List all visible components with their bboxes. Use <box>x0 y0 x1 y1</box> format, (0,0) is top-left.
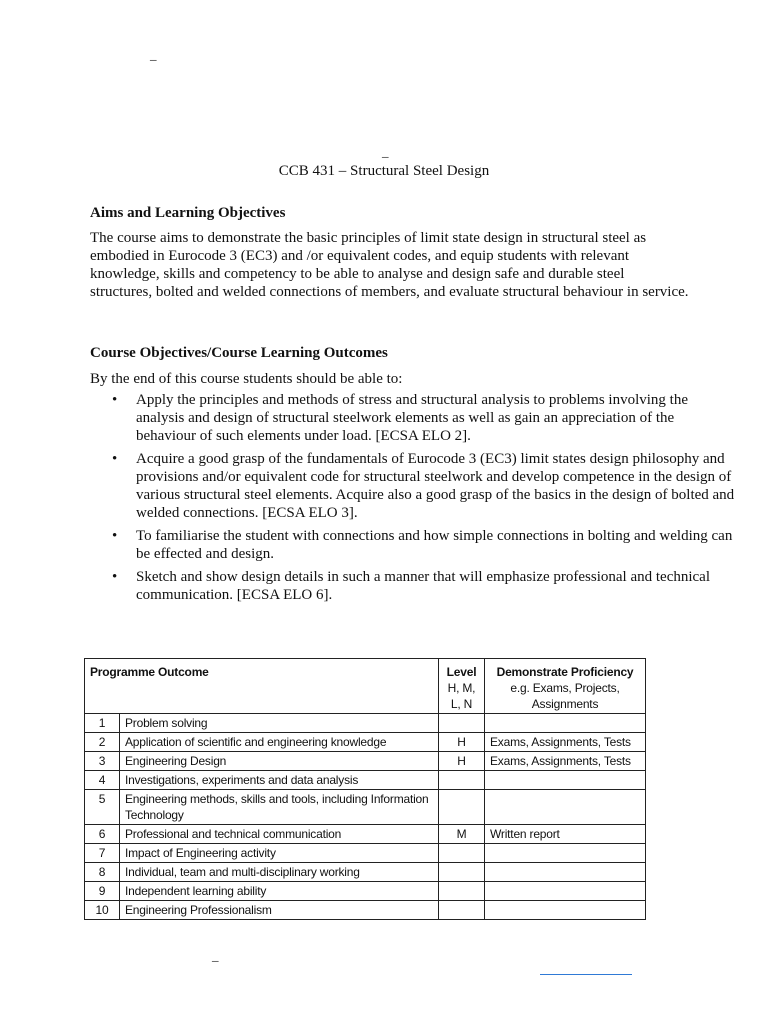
row-demo-cell <box>485 771 646 790</box>
row-level-cell: H <box>439 752 485 771</box>
row-demo-cell: Exams, Assignments, Tests <box>485 752 646 771</box>
table-row <box>85 844 646 863</box>
row-outcome-cell: Impact of Engineering activity <box>120 844 439 863</box>
row-number-cell: 4 <box>85 771 120 790</box>
table-row <box>85 901 646 920</box>
row-level-cell: H <box>439 733 485 752</box>
objective-item: • Apply the principles and methods of stress and structural analysis to problems involving the analysis and design of structural steelwork elements as well as gain an appreciation of the behaviour of such elements under load. [ECSA ELO 2]. <box>136 391 736 445</box>
table-row <box>85 771 646 790</box>
row-demo-cell <box>485 901 646 920</box>
row-outcome-cell: Investigations, experiments and data analysis <box>120 771 439 790</box>
objectives-heading: Course Objectives/Course Learning Outcomes <box>90 345 388 361</box>
row-number-cell: 3 <box>85 752 120 771</box>
hyperlink-underline[interactable] <box>540 974 632 975</box>
row-level-cell <box>439 714 485 733</box>
row-level-cell <box>439 863 485 882</box>
table-row <box>85 733 646 752</box>
row-outcome-cell: Engineering methods, skills and tools, including Information Technology <box>120 790 439 825</box>
objective-item: • To familiarise the student with connections and how simple connections in bolting and welding can be effected and design. <box>136 527 736 563</box>
row-outcome-cell: Engineering Professionalism <box>120 901 439 920</box>
header-programme-outcome <box>85 659 439 714</box>
row-number-cell: 1 <box>85 714 120 733</box>
row-outcome-cell: Professional and technical communication <box>120 825 439 844</box>
row-outcome-cell: Application of scientific and engineering knowledge <box>120 733 439 752</box>
row-number-cell: 2 <box>85 733 120 752</box>
aims-heading: Aims and Learning Objectives <box>90 205 286 221</box>
objective-item: • Sketch and show design details in such a manner that will emphasize professional and technical communication. [ECSA ELO 6]. <box>136 568 736 604</box>
row-demo-cell <box>485 882 646 901</box>
row-level-cell <box>439 901 485 920</box>
row-demo-cell: Written report <box>485 825 646 844</box>
stray-dash-mark: _ <box>382 144 389 159</box>
table-header-row <box>85 659 646 714</box>
programme-outcomes-table <box>84 658 646 920</box>
row-number-cell: 7 <box>85 844 120 863</box>
stray-dash-mark: _ <box>150 47 157 62</box>
header-level-label: Level <box>446 665 477 679</box>
row-demo-cell <box>485 714 646 733</box>
row-number-cell: 9 <box>85 882 120 901</box>
row-demo-cell <box>485 844 646 863</box>
row-level-cell <box>439 771 485 790</box>
header-demo-sub: e.g. Exams, Projects, Assignments <box>510 681 620 711</box>
row-outcome-cell: Engineering Design <box>120 752 439 771</box>
page-title: CCB 431 – Structural Steel Design <box>278 163 490 179</box>
row-demo-cell <box>485 790 646 825</box>
row-outcome-cell: Individual, team and multi-disciplinary working <box>120 863 439 882</box>
header-programme-outcome-label: Programme Outcome <box>90 665 209 679</box>
table-row <box>85 863 646 882</box>
header-level-sub: H, M, L, N <box>447 681 476 711</box>
objectives-list <box>90 391 736 609</box>
table-row <box>85 825 646 844</box>
header-level <box>439 659 485 714</box>
row-demo-cell: Exams, Assignments, Tests <box>485 733 646 752</box>
row-outcome-cell: Problem solving <box>120 714 439 733</box>
table-row <box>85 752 646 771</box>
aims-paragraph: The course aims to demonstrate the basic principles of limit state design in structural steel as embodied in Eurocode 3 (EC3) and /or equivalent codes, and equip students with relevant knowledge, skills and competency to be able to analyse and design safe and durable steel structures, bolted and welded connections of members, and evaluate structural behaviour in service. <box>90 230 689 300</box>
row-level-cell <box>439 844 485 863</box>
header-demonstrate-proficiency <box>485 659 646 714</box>
stray-dash-mark: _ <box>212 948 219 963</box>
row-demo-cell <box>485 863 646 882</box>
row-level-cell: M <box>439 825 485 844</box>
objectives-intro: By the end of this course students should be able to: <box>90 371 403 387</box>
objective-item: • Acquire a good grasp of the fundamentals of Eurocode 3 (EC3) limit states design philosophy and provisions and/or equivalent code for structural steelwork and develop competence in the design of various structural steel elements. Acquire also a good grasp of the basics in the design of bolted and welded connections. [ECSA ELO 3]. <box>136 450 736 522</box>
row-outcome-cell: Independent learning ability <box>120 882 439 901</box>
row-number-cell: 8 <box>85 863 120 882</box>
row-number-cell: 5 <box>85 790 120 825</box>
row-level-cell <box>439 882 485 901</box>
table-row <box>85 882 646 901</box>
table-row <box>85 714 646 733</box>
header-demo-label: Demonstrate Proficiency <box>496 665 634 679</box>
table-row <box>85 790 646 825</box>
row-number-cell: 10 <box>85 901 120 920</box>
row-number-cell: 6 <box>85 825 120 844</box>
row-level-cell <box>439 790 485 825</box>
